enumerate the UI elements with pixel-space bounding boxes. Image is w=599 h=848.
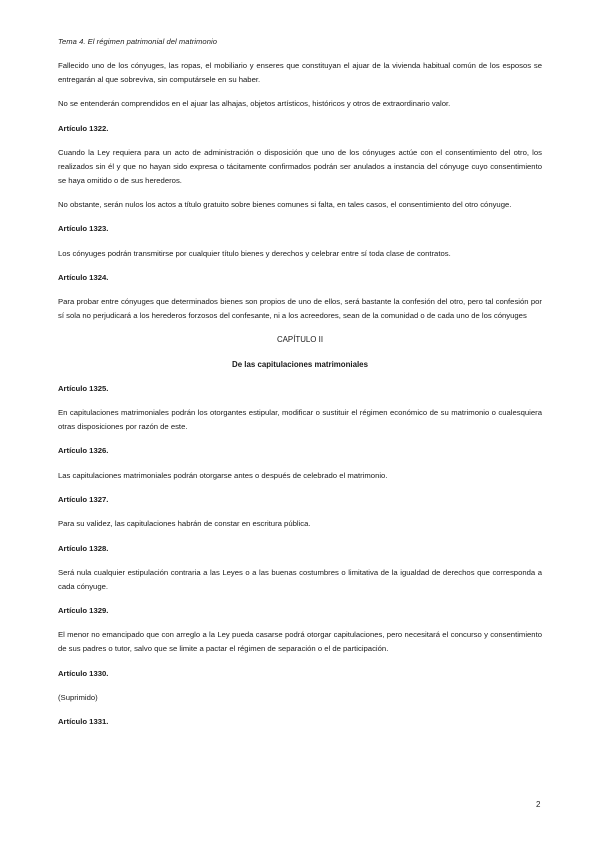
paragraph: (Suprimido): [58, 692, 98, 702]
article-heading: Artículo 1327.: [58, 494, 109, 504]
article-heading: Artículo 1324.: [58, 272, 109, 282]
paragraph: Para su validez, las capitulaciones habrán de constar en escritura pública.: [58, 519, 311, 529]
article-heading: Artículo 1330.: [58, 668, 109, 678]
chapter-title: De las capitulaciones matrimoniales: [232, 359, 368, 369]
article-heading: Artículo 1329.: [58, 606, 109, 616]
paragraph: Las capitulaciones matrimoniales podrán otorgarse antes o después de celebrado el matrimonio.: [58, 470, 388, 480]
paragraph: No obstante, serán nulos los actos a título gratuito sobre bienes comunes si falta, en tales casos, el consentimiento del otro cónyuge.: [58, 199, 512, 209]
document-body: [58, 59, 542, 739]
article-heading: Artículo 1331.: [58, 717, 109, 727]
paragraph: Cuando la Ley requiera para un acto de administración o disposición que uno de los cónyuges actúe con el consentimiento del otro, los realizados sin él y que no hayan sido expresa o tácitamente confirmados podrán ser anulados a instancia del cónyuge cuyo consentimiento se haya omitido o de sus herederos.: [58, 147, 542, 185]
article-heading: Artículo 1325.: [58, 383, 109, 393]
page-number: 2: [536, 800, 541, 809]
article-heading: Artículo 1322.: [58, 123, 109, 133]
article-heading: Artículo 1328.: [58, 543, 109, 553]
paragraph: Fallecido uno de los cónyuges, las ropas, el mobiliario y enseres que constituyan el ajuar de la vivienda habitual común de los esposos se entregarán al que sobreviva, sin computársele en su haber.: [58, 61, 542, 84]
paragraph: El menor no emancipado que con arreglo a la Ley pueda casarse podrá otorgar capitulaciones, pero necesitará el concurso y consentimiento de sus padres o tutor, salvo que se limite a pactar el régimen de separación o el de participación.: [58, 630, 542, 654]
paragraph: Los cónyuges podrán transmitirse por cualquier título bienes y derechos y celebrar entre sí toda clase de contratos.: [58, 248, 451, 258]
article-heading: Artículo 1323.: [58, 224, 109, 234]
chapter-number: CAPÍTULO II: [276, 335, 324, 345]
paragraph: Será nula cualquier estipulación contraria a las Leyes o a las buenas costumbres o limitativa de la igualdad de derechos que corresponda a cada cónyuge.: [58, 567, 542, 591]
article-heading: Artículo 1326.: [58, 446, 109, 456]
paragraph: En capitulaciones matrimoniales podrán los otorgantes estipular, modificar o sustituir el régimen económico de su matrimonio o cualesquiera otras disposiciones por razón de este.: [58, 408, 542, 432]
paragraph: Para probar entre cónyuges que determinados bienes son propios de uno de ellos, será bastante la confesión del otro, pero tal confesión por sí sola no perjudicará a los herederos forzosos del confesante, ni a los acreedores, sean de la comunidad o de cada uno de los cónyuges: [58, 297, 542, 320]
paragraph: No se entenderán comprendidos en el ajuar las alhajas, objetos artísticos, históricos y otros de extraordinario valor.: [58, 99, 451, 109]
running-header: Tema 4. El régimen patrimonial del matrimonio: [58, 37, 217, 46]
